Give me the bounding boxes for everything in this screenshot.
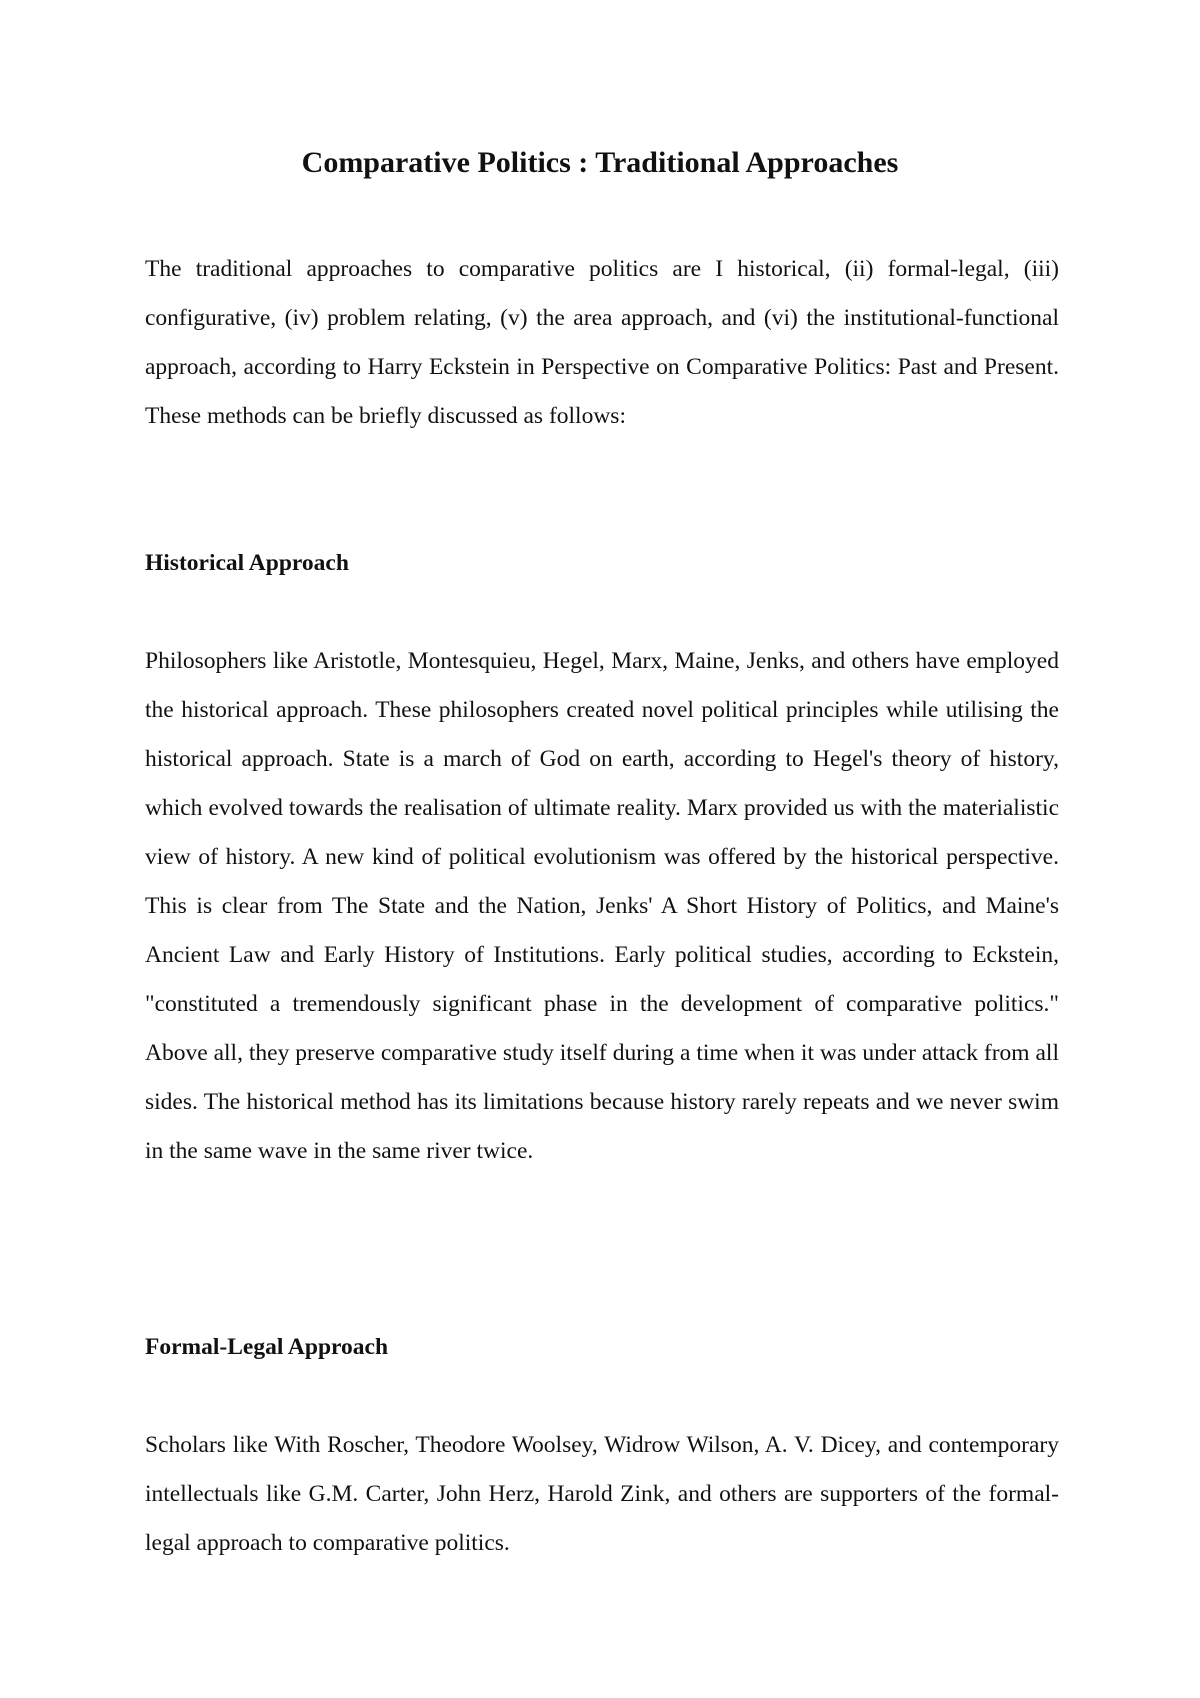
intro-paragraph: The traditional approaches to comparative politics are I historical, (ii) formal-legal, (iii) configurative, (iv) problem relating, (v) the area approach, and (vi) the institutional-functional approach, according to Harry Eckstein in Perspective on Comparative Politics: Past and Present. These methods can be briefly discussed as follows: bbox=[145, 256, 1059, 429]
section-body-formal-legal: Scholars like With Roscher, Theodore Woolsey, Widrow Wilson, A. V. Dicey, and contemporary intellectuals like G.M. Carter, John Herz, Harold Zink, and others are supporters of the formal-legal approach to comparative politics. bbox=[145, 1432, 1059, 1556]
section-heading-historical: Historical Approach bbox=[145, 550, 349, 576]
section-body-historical: Philosophers like Aristotle, Montesquieu, Hegel, Marx, Maine, Jenks, and others have employed the historical approach. These philosophers created novel political principles while utilising the historical approach. State is a march of God on earth, according to Hegel's theory of history, which evolved towards the realisation of ultimate reality. Marx provided us with the materialistic view of history. A new kind of political evolutionism was offered by the historical perspective. This is clear from The State and the Nation, Jenks' A Short History of Politics, and Maine's Ancient Law and Early History of Institutions. Early political studies, according to Eckstein, "constituted a tremendously significant phase in the development of comparative politics." Above all, they preserve comparative study itself during a time when it was under attack from all sides. The historical method has its limitations because history rarely repeats and we never swim in the same wave in the same river twice. bbox=[145, 648, 1059, 1164]
document-title: Comparative Politics : Traditional Approaches bbox=[301, 146, 899, 179]
section-heading-formal-legal: Formal-Legal Approach bbox=[145, 1334, 389, 1360]
